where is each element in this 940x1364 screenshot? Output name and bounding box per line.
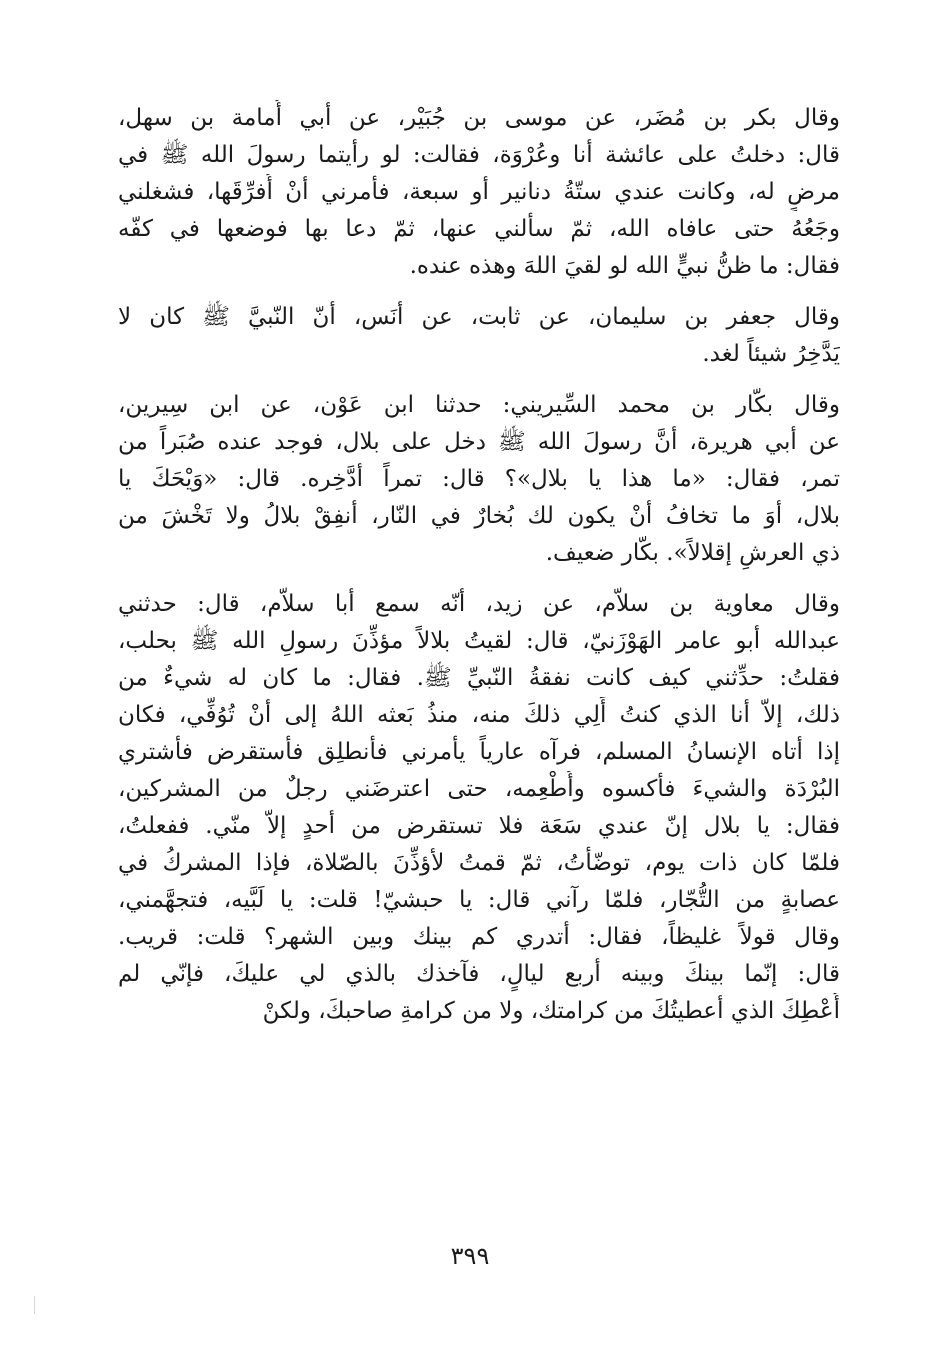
paragraph	[118, 299, 840, 373]
page-number: ٣٩٩	[450, 1242, 490, 1270]
margin-mark	[34, 1296, 35, 1314]
text-line: فلمّا كان ذات يوم، توضّأتُ، ثمّ قمتُ لأؤذِّنَ بالصّلاة، فإذا المشركُ في	[118, 850, 840, 876]
text-line: وقال قولاً غليظاً، فقال: أتدري كم بينك وبين الشهر؟ قلت: قريب.	[118, 924, 840, 950]
text-line: وجَعُهُ حتى عافاه الله، ثمّ سألني عنها، ثمّ دعا بها فوضعها في كفّه	[118, 216, 840, 242]
text-line: فقال: ما ظنُّ نبيٍّ الله لو لقيَ اللهَ وهذه عنده.	[409, 253, 840, 279]
text-line: يَدَّخِرُ شيئاً لغد.	[702, 341, 840, 367]
text-line: مرضٍ له، وكانت عندي ستّةُ دنانير أو سبعة، فأمرني أنْ أُفرِّقَها، فشغلني	[118, 179, 840, 205]
text-line: وقال جعفر بن سليمان، عن ثابت، عن أنَس، أنّ النّبيَّ ﷺ كان لا	[118, 304, 840, 330]
text-line: البُرْدَة والشيءَ فأكسوه وأُطْعِمه، حتى اعترضَني رجلٌ من المشركين،	[118, 776, 840, 802]
paragraph	[118, 387, 840, 572]
text-line: وقال معاوية بن سلاّم، عن زيد، أنّه سمع أبا سلاّم، قال: حدثني	[118, 591, 840, 617]
text-line: ذلك، إلاّ أنا الذي كنتُ أَلِي ذلكَ منه، منذُ بَعثه اللهُ إلى أنْ تُوُفِّي، فكان	[118, 702, 840, 728]
paragraph	[118, 100, 840, 285]
body-text	[118, 100, 840, 1044]
text-line: قال: إنّما بينكَ وبينه أربع ليالٍ، فآخذك بالذي لي عليكَ، فإنّي لم	[118, 961, 840, 987]
text-line: قال: دخلتُ على عائشة أنا وعُرْوَة، فقالت: لو رأيتما رسولَ الله ﷺ في	[118, 142, 840, 168]
text-line: بلال، أوَ ما تخافُ أنْ يكون لك بُخارٌ في النّار، أنفِقْ بلالُ ولا تَخْشَ من	[118, 503, 840, 529]
text-line: فقلتُ: حدِّثني كيف كانت نفقةُ النّبيِّ ﷺ. فقال: ما كان له شيءٌ من	[118, 665, 840, 691]
text-line: إذا أتاه الإنسانُ المسلم، فرآه عارياً يأمرني فأنطلِق فأستقرض فأشتري	[118, 739, 840, 765]
text-line: عبدالله أبو عامر الهَوْزَنيّ، قال: لقيتُ بلالاً مؤذِّنَ رسولِ الله ﷺ بحلب،	[118, 628, 840, 654]
text-line: عن أبي هريرة، أنَّ رسولَ الله ﷺ دخل على بلال، فوجد عنده صُبَراً من	[118, 429, 840, 455]
text-line: عصابةٍ من التُّجّار، فلمّا رآني قال: يا حبشيّ! قلت: يا لَبَّيه، فتجهَّمني،	[118, 887, 840, 913]
text-line: فقال: يا بلال إنّ عندي سَعَة فلا تستقرض من أحدٍ إلاّ منّي. ففعلتُ،	[118, 813, 840, 839]
text-line: تمر، فقال: «ما هذا يا بلال»؟ قال: تمراً أدَّخِره. قال: «وَيْحَكَ يا	[118, 466, 840, 492]
text-line: وقال بكر بن مُضَر، عن موسى بن جُبَيْر، عن أبي أُمامة بن سهل،	[118, 105, 840, 131]
text-line: ذي العرشِ إقلالاً». بكّار ضعيف.	[545, 540, 840, 566]
text-line: وقال بكّار بن محمد السِّيريني: حدثنا ابن عَوْن، عن ابن سِيرين،	[118, 392, 840, 418]
paragraph	[118, 586, 840, 1030]
text-line: أُعْطِكَ الذي أعطيتُكَ من كرامتك، ولا من كرامةِ صاحبكَ، ولكنْ	[262, 998, 840, 1024]
